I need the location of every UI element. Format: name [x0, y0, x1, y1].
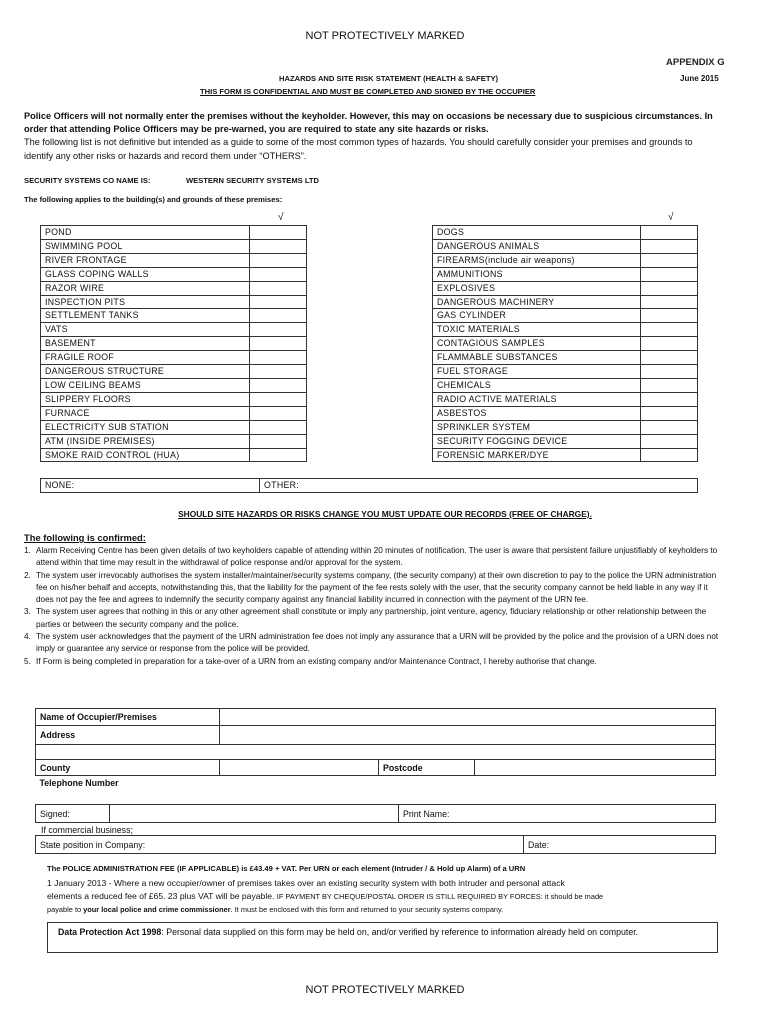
- hazard-row-left: [41, 420, 307, 434]
- address-field-2[interactable]: [36, 745, 716, 760]
- hazard-row-right: [433, 323, 698, 337]
- hazard-tick-box[interactable]: [250, 406, 307, 420]
- protective-marking-top: NOT PROTECTIVELY MARKED: [305, 30, 465, 42]
- hazard-row-right: [433, 420, 698, 434]
- confirmed-item-number: 1.: [24, 546, 31, 555]
- confirmed-item: [24, 570, 724, 607]
- confirmed-item-number: 5.: [24, 656, 31, 666]
- hazard-tick-box[interactable]: [250, 448, 307, 462]
- tick-header-left: √: [278, 212, 284, 223]
- hazard-label: VATS: [41, 323, 250, 337]
- hazards-right-table: [432, 225, 698, 462]
- fee-line-1: 1 January 2013 - Where a new occupier/owner of premises takes over an existing security system with both intruder and personal attack: [47, 878, 565, 888]
- intro-normal-text: The following list is not definitive but intended as a guide to some of the most common types of hazards. You should carefully consider your premises and grounds to identify any other risks or hazards and record them under “OTHERS”.: [24, 137, 693, 161]
- hazard-tick-box[interactable]: [641, 378, 698, 392]
- other-label: OTHER:: [264, 480, 300, 490]
- postcode-label: Postcode: [379, 760, 475, 776]
- hazard-label: SETTLEMENT TANKS: [41, 309, 250, 323]
- fee-commissioner: your local police and crime commissioner: [83, 905, 231, 914]
- hazard-label: AMMUNITIONS: [433, 267, 641, 281]
- hazard-label: FIREARMS(include air weapons): [433, 253, 641, 267]
- hazard-label: LOW CEILING BEAMS: [41, 378, 250, 392]
- hazard-row-right: [433, 281, 698, 295]
- hazard-label: DANGEROUS MACHINERY: [433, 295, 641, 309]
- commercial-label: If commercial business;: [41, 825, 133, 835]
- hazard-tick-box[interactable]: [641, 448, 698, 462]
- hazard-tick-box[interactable]: [250, 323, 307, 337]
- hazard-tick-box[interactable]: [641, 406, 698, 420]
- hazard-row-left: [41, 378, 307, 392]
- hazard-label: BASEMENT: [41, 337, 250, 351]
- hazard-row-right: [433, 295, 698, 309]
- hazard-tick-box[interactable]: [250, 434, 307, 448]
- hazard-tick-box[interactable]: [250, 281, 307, 295]
- hazard-row-right: [433, 226, 698, 240]
- confirmed-item-number: 3.: [24, 607, 31, 617]
- hazard-row-right: [433, 378, 698, 392]
- position-field[interactable]: [36, 836, 524, 854]
- telephone-field[interactable]: [220, 776, 716, 790]
- hazard-row-right: [433, 365, 698, 379]
- hazard-label: FRAGILE ROOF: [41, 351, 250, 365]
- hazard-label: GLASS COPING WALLS: [41, 267, 250, 281]
- hazard-label: ATM (INSIDE PREMISES): [41, 434, 250, 448]
- update-notice: SHOULD SITE HAZARDS OR RISKS CHANGE YOU MUST UPDATE OUR RECORDS (FREE OF CHARGE).: [178, 509, 592, 519]
- hazard-row-left: [41, 267, 307, 281]
- confirmed-item: [24, 631, 724, 656]
- hazard-tick-box[interactable]: [641, 267, 698, 281]
- hazard-tick-box[interactable]: [641, 239, 698, 253]
- hazard-label: FUEL STORAGE: [433, 365, 641, 379]
- hazard-label: ELECTRICITY SUB STATION: [41, 420, 250, 434]
- intro-bold-text: Police Officers will not normally enter the premises without the keyholder. However, this may on occasions be necessary due to suspicious circumstances. In order that attending Police Officers may be pre-warned, you are required to state any site hazards or risks.: [24, 111, 713, 135]
- hazard-tick-box[interactable]: [641, 337, 698, 351]
- hazard-label: SECURITY FOGGING DEVICE: [433, 434, 641, 448]
- hazard-label: FLAMMABLE SUBSTANCES: [433, 351, 641, 365]
- protective-marking-bottom: NOT PROTECTIVELY MARKED: [305, 984, 465, 996]
- data-protection-box: [47, 922, 718, 953]
- fee-reduced-text: elements a reduced fee of £65. 23 plus VAT will be payable.: [47, 891, 275, 901]
- hazard-tick-box[interactable]: [641, 226, 698, 240]
- hazard-label: RAZOR WIRE: [41, 281, 250, 295]
- address-label: Address: [36, 726, 220, 745]
- hazard-row-left: [41, 448, 307, 462]
- appendix-label: APPENDIX G: [666, 57, 725, 68]
- confirmed-item: [24, 545, 724, 570]
- hazard-tick-box[interactable]: [250, 253, 307, 267]
- hazard-row-right: [433, 351, 698, 365]
- hazard-tick-box[interactable]: [641, 392, 698, 406]
- hazard-tick-box[interactable]: [250, 378, 307, 392]
- hazard-label: FURNACE: [41, 406, 250, 420]
- occupier-table: [35, 708, 716, 790]
- hazard-label: RIVER FRONTAGE: [41, 253, 250, 267]
- hazard-tick-box[interactable]: [641, 323, 698, 337]
- confirmed-list: [24, 545, 724, 668]
- hazard-label: SLIPPERY FLOORS: [41, 392, 250, 406]
- hazard-label: TOXIC MATERIALS: [433, 323, 641, 337]
- county-label: County: [36, 760, 220, 776]
- hazard-tick-box[interactable]: [250, 295, 307, 309]
- hazard-label: CONTAGIOUS SAMPLES: [433, 337, 641, 351]
- print-name-label: Print Name:: [403, 808, 450, 819]
- hazard-tick-box[interactable]: [250, 365, 307, 379]
- form-title: HAZARDS AND SITE RISK STATEMENT (HEALTH & SAFETY): [279, 74, 499, 83]
- hazard-tick-box[interactable]: [250, 337, 307, 351]
- hazard-row-right: [433, 448, 698, 462]
- hazard-tick-box[interactable]: [250, 351, 307, 365]
- hazard-tick-box[interactable]: [641, 365, 698, 379]
- hazard-row-right: [433, 406, 698, 420]
- hazard-row-right: [433, 239, 698, 253]
- confirmed-heading: The following is confirmed:: [24, 532, 146, 543]
- date-field[interactable]: [524, 836, 716, 854]
- hazard-row-right: [433, 392, 698, 406]
- hazard-row-left: [41, 239, 307, 253]
- security-company-name: WESTERN SECURITY SYSTEMS LTD: [186, 176, 320, 185]
- hazard-label: SMOKE RAID CONTROL (HUA): [41, 448, 250, 462]
- hazard-tick-box[interactable]: [641, 309, 698, 323]
- confirmed-item-text: Alarm Receiving Centre has been given details of two keyholders capable of attending within 20 minutes of notification. The user is aware that persistent failure unjustifiably of keyholders to attend within that time may result in the withdrawal of police response and/or approval for the system.: [36, 546, 718, 568]
- hazard-row-left: [41, 337, 307, 351]
- hazard-row-right: [433, 337, 698, 351]
- confirmed-item: [24, 656, 724, 668]
- county-field[interactable]: [220, 760, 379, 776]
- hazard-tick-box[interactable]: [641, 295, 698, 309]
- hazard-row-left: [41, 351, 307, 365]
- hazard-tick-box[interactable]: [641, 253, 698, 267]
- confirmed-item-text: The system user agrees that nothing in this or any other agreement shall constitute or imply any partnership, joint venture, agency, fiduciary relationship or other relationship between the parties or between the security company and the police.: [36, 607, 707, 629]
- applies-label: The following applies to the building(s) and grounds of these premises:: [24, 195, 283, 204]
- hazard-row-left: [41, 309, 307, 323]
- fee-enclosed-text: . It must be enclosed with this form and returned to your security systems company.: [230, 905, 504, 914]
- hazard-row-left: [41, 295, 307, 309]
- fee-cheque-text: IF PAYMENT BY CHEQUE/POSTAL ORDER IS STILL REQUIRED BY FORCES: it should be made: [276, 892, 604, 901]
- hazard-label: EXPLOSIVES: [433, 281, 641, 295]
- address-field-1[interactable]: [220, 726, 716, 745]
- none-field[interactable]: [41, 479, 260, 493]
- none-other-row: [40, 478, 698, 493]
- hazard-tick-box[interactable]: [641, 420, 698, 434]
- confirmed-item-number: 2.: [24, 570, 31, 580]
- hazard-row-left: [41, 323, 307, 337]
- hazard-row-left: [41, 281, 307, 295]
- fee-line-2: [47, 891, 603, 901]
- telephone-label: Telephone Number: [39, 777, 119, 788]
- hazard-label: GAS CYLINDER: [433, 309, 641, 323]
- print-name-field[interactable]: [399, 805, 716, 823]
- hazard-tick-box[interactable]: [641, 351, 698, 365]
- hazard-label: POND: [41, 226, 250, 240]
- hazard-tick-box[interactable]: [250, 309, 307, 323]
- none-label: NONE:: [45, 480, 75, 490]
- hazard-row-right: [433, 253, 698, 267]
- hazard-tick-box[interactable]: [250, 392, 307, 406]
- other-field[interactable]: [260, 479, 698, 493]
- hazard-label: DOGS: [433, 226, 641, 240]
- hazard-row-left: [41, 434, 307, 448]
- fee-heading: The POLICE ADMINISTRATION FEE (IF APPLICABLE) is £43.49 + VAT. Per URN or each element (Intruder / & Hold up Alarm) of a URN: [47, 864, 526, 873]
- intro-paragraph: [24, 110, 724, 163]
- hazard-label: SWIMMING POOL: [41, 239, 250, 253]
- security-company-label: SECURITY SYSTEMS CO NAME IS:: [24, 176, 151, 185]
- hazard-tick-box[interactable]: [641, 434, 698, 448]
- hazard-label: DANGEROUS ANIMALS: [433, 239, 641, 253]
- hazard-row-right: [433, 267, 698, 281]
- hazard-row-left: [41, 406, 307, 420]
- hazard-row-left: [41, 392, 307, 406]
- fee-line-3: [47, 905, 503, 914]
- confirmed-item-text: If Form is being completed in preparation for a take-over of a URN from an existing company and/or Maintenance Contract, I hereby authorise that change.: [36, 656, 597, 666]
- fee-payable-to: payable to: [47, 905, 82, 914]
- hazard-row-right: [433, 309, 698, 323]
- hazard-row-left: [41, 226, 307, 240]
- document-date: June 2015: [680, 74, 719, 83]
- hazard-label: SPRINKLER SYSTEM: [433, 420, 641, 434]
- postcode-field[interactable]: [475, 760, 716, 776]
- hazard-label: FORENSIC MARKER/DYE: [433, 448, 641, 462]
- hazard-tick-box[interactable]: [250, 420, 307, 434]
- hazards-left-table: [40, 225, 307, 462]
- hazard-tick-box[interactable]: [250, 239, 307, 253]
- data-protection-title: Data Protection Act 1998: [58, 927, 162, 937]
- confirmed-item-text: The system user irrevocably authorises the system installer/maintainer/security systems company, (the security company) at their own discretion to pay to the police the URN administration fee on his/her behalf and accepts, notwithstanding this, that the liability for the payment of the fee rests solely with the user, that the security company cannot be held liable in any way if it does not pay the fee and agrees to indemnify the security company against any financial liability incurred in connection with the payment of the URN fee.: [36, 570, 717, 605]
- hazard-row-left: [41, 365, 307, 379]
- hazard-label: INSPECTION PITS: [41, 295, 250, 309]
- signed-label: Signed:: [36, 805, 110, 823]
- hazard-row-left: [41, 253, 307, 267]
- confirmed-item-number: 4.: [24, 632, 31, 642]
- hazard-tick-box[interactable]: [641, 281, 698, 295]
- position-label: State position in Company:: [40, 839, 146, 850]
- hazard-label: CHEMICALS: [433, 378, 641, 392]
- occupier-name-label: Name of Occupier/Premises: [36, 709, 220, 726]
- form-subtitle: THIS FORM IS CONFIDENTIAL AND MUST BE COMPLETED AND SIGNED BY THE OCCUPIER: [200, 87, 536, 96]
- tick-header-right: √: [668, 212, 674, 223]
- date-label: Date:: [528, 839, 550, 850]
- hazard-row-right: [433, 434, 698, 448]
- hazard-tick-box[interactable]: [250, 267, 307, 281]
- signed-field[interactable]: [110, 805, 399, 823]
- confirmed-item: [24, 606, 724, 631]
- position-table: [35, 835, 716, 854]
- hazard-tick-box[interactable]: [250, 226, 307, 240]
- hazard-label: ASBESTOS: [433, 406, 641, 420]
- confirmed-item-text: The system user acknowledges that the payment of the URN administration fee does not imply any assurance that a URN will be provided by the police and the provision of a URN does not imply or guarantee any service or response from the police will be provided.: [36, 632, 719, 654]
- hazard-label: RADIO ACTIVE MATERIALS: [433, 392, 641, 406]
- occupier-name-field[interactable]: [220, 709, 716, 726]
- data-protection-text: : Personal data supplied on this form may be held on, and/or verified by reference to information already held on computer.: [161, 927, 639, 937]
- hazard-label: DANGEROUS STRUCTURE: [41, 365, 250, 379]
- signature-table: [35, 804, 716, 823]
